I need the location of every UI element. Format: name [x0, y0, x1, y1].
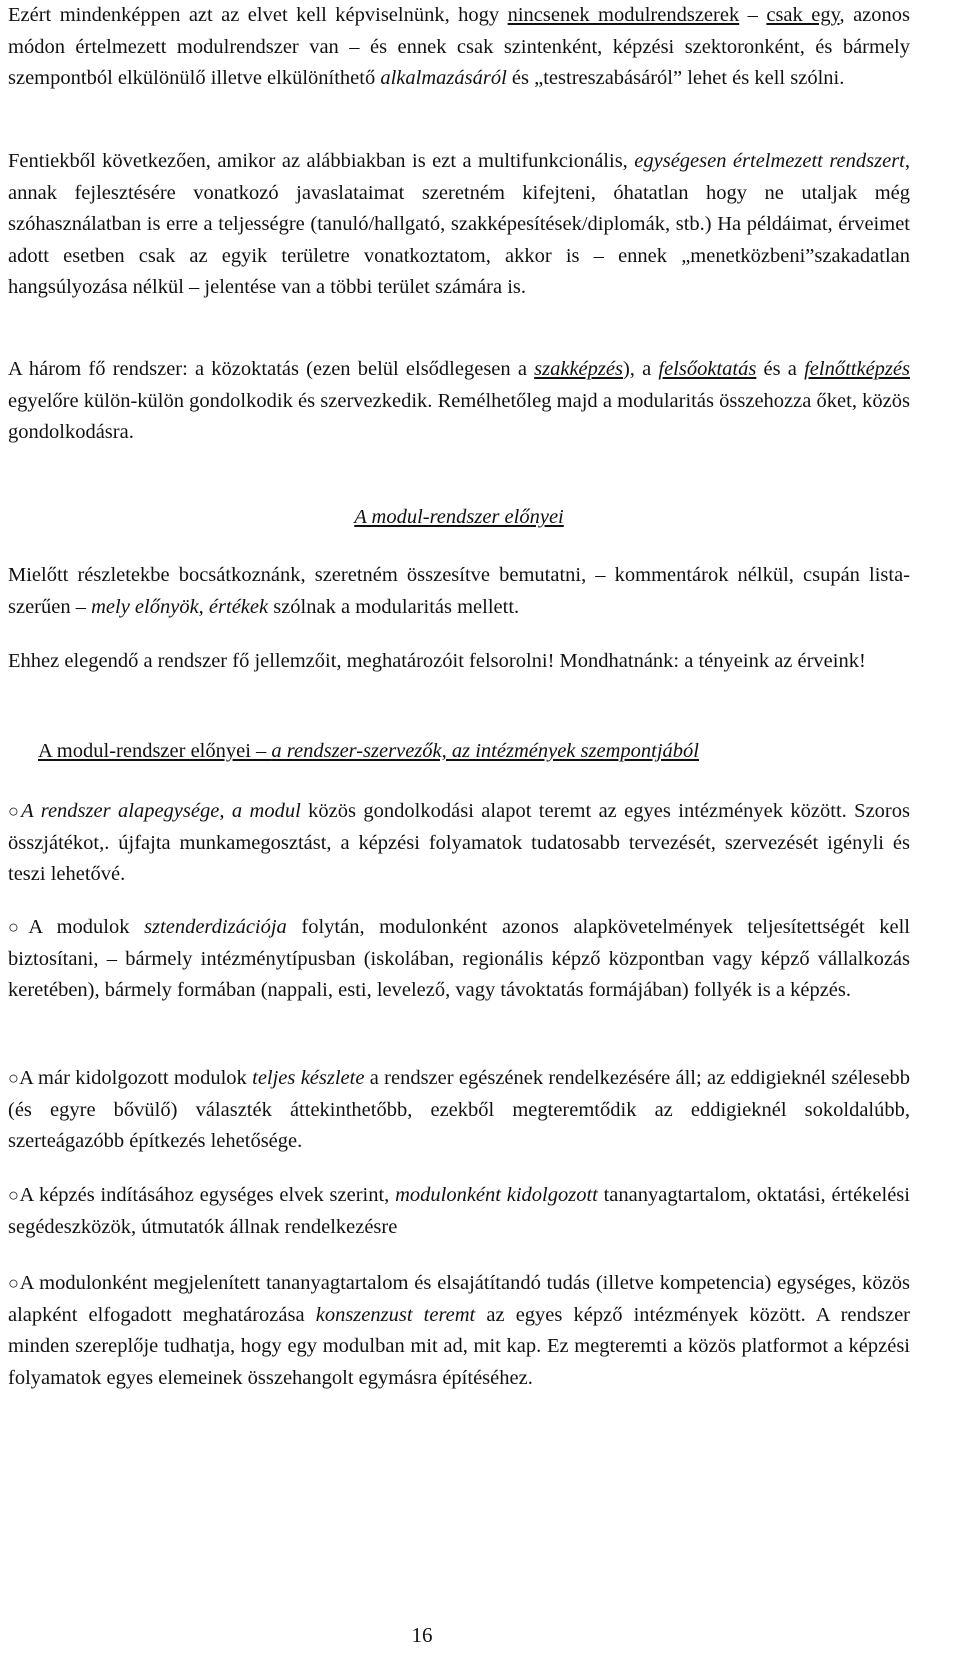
section-heading [8, 502, 910, 534]
text-span: A modulok [28, 916, 145, 938]
text-span: ), a [622, 358, 659, 380]
underlined-text: nincsenek modulrendszerek [507, 4, 740, 26]
italic-text: A rendszer alapegysége, a modul [21, 800, 301, 822]
subsection-heading-italic: a rendszer-szervezők, az intézmények szempontjából [271, 740, 699, 762]
text-span: , azonos módon értelmezett modulrendszer van – és ennek csak szintenként, képzési szektoronként, és bármely szempontból elkülönülő illetve elkülöníthető [8, 4, 910, 89]
text-span: és „testreszabásáról” lehet és kell szólni. [506, 67, 845, 89]
paragraph-mielott [8, 560, 910, 623]
paragraph-fentiekbol [8, 146, 910, 304]
italic-text: alkalmazásáról [380, 67, 507, 89]
bullet-item [8, 1180, 910, 1243]
circle-bullet-icon: ○ [8, 1185, 20, 1205]
italic-underlined-text: felsőoktatás [658, 358, 757, 380]
circle-bullet-icon: ○ [8, 1068, 20, 1088]
text-span: tananyagtartalom, oktatási, értékelési segédeszközök, útmutatók állnak rendelkezésre [8, 1184, 910, 1238]
italic-text: teljes készlete [252, 1067, 365, 1089]
text-span: , annak fejlesztésére vonatkozó javaslataimat szeretném kifejteni, óhatatlan hogy ne utaljak még szóhasználatban is erre a teljességre (tanuló/hallgató, szakképesítések/diplomák, stb.) Ha példáimat, érveimet adott esetben csak az egyik területre vonatkoztatom, akkor is – ennek „menetközbeni”szakadatlan hangsúlyozása nélkül – jelentése van a többi terület számára is. [8, 150, 910, 298]
text-span: közös gondolkodási alapot teremt az egyes intézmények között. Szoros összjátékot,. újfajta munkamegosztást, a képzési folyamatok tudatosabb tervezését, szervezését igényli és teszi lehetővé. [8, 800, 910, 885]
circle-bullet-icon: ○ [8, 917, 29, 937]
text-span: a rendszer egészének rendelkezésére áll; az eddigieknél szélesebb (és egyre bővülő) választék áttekinthetőbb, ezekből megteremtődik az eddigieknél sokoldalúbb, szerteágazóbb építkezés lehetősége. [8, 1067, 910, 1152]
underlined-text: csak egy [766, 4, 840, 26]
circle-bullet-icon: ○ [8, 1273, 20, 1293]
text-span: – [739, 4, 767, 26]
page-number: 16 [411, 1623, 433, 1647]
text-span: A modulonként megjelenített tananyagtartalom és elsajátítandó tudás (illetve kompetencia) egységes, közös alapként elfogadott meghatározása [8, 1272, 910, 1326]
subsection-heading-text: A modul-rendszer előnyei – [38, 740, 272, 762]
bullet-item [8, 1063, 910, 1158]
paragraph-harom-rendszer [8, 354, 910, 449]
italic-text: egységesen értelmezett rendszert [634, 150, 905, 172]
italic-text: mely előnyök, értékek [91, 595, 269, 618]
text-span: folytán, modulonként azonos alapkövetelmények teljesítettségét kell biztosítani, – bármely intézménytípusban (iskolában, regionális képző központban vagy képző vállalkozás keretében), bármely formában (nappali, esti, levelező, vagy távoktatás formájában) follyék is a képzés. [8, 916, 910, 1001]
text-span: és a [756, 358, 805, 380]
text-span: Ezért mindenképpen azt az elvet kell képviselnünk, hogy [8, 4, 508, 26]
bullet-item [8, 796, 910, 891]
bullet-item [8, 1268, 910, 1394]
text-span: Fentiekből következően, amikor az alábbiakban is ezt a multifunkcionális, [8, 150, 635, 172]
section-heading-text: A modul-rendszer előnyei [354, 506, 564, 528]
circle-bullet-icon: ○ [8, 801, 22, 821]
text-span: szólnak a modularitás mellett. [268, 595, 520, 618]
text-span: A képzés indításához egységes elvek szerint, [19, 1184, 396, 1206]
italic-underlined-text: szakképzés [534, 358, 623, 380]
subsection-heading [38, 736, 898, 768]
italic-text: sztenderdizációja [144, 916, 287, 938]
italic-underlined-text: felnőttképzés [804, 358, 910, 380]
italic-text: modulonként kidolgozott [395, 1184, 598, 1206]
italic-text: konszenzust teremt [315, 1303, 476, 1326]
paragraph-ehhez: Ehhez elegendő a rendszer fő jellemzőit, meghatározóit felsorolni! Mondhatnánk: a tényeink az érveink! [8, 650, 866, 672]
paragraph-modulrendszer-elv [8, 0, 910, 95]
text-span: A már kidolgozott modulok [19, 1067, 253, 1089]
text-span: egyelőre külön-külön gondolkodik és szervezkedik. Remélhetőleg majd a modularitás összehozza őket, közös gondolkodásra. [8, 389, 910, 443]
bullet-item [8, 912, 910, 1007]
text-span: az egyes képző intézmények között. A rendszer minden szereplője tudhatja, hogy egy modulban mit ad, mit kap. Ez megteremti a közös platformot a képzési folyamatok egyes elemeinek összehangolt egymásra építéséhez. [8, 1303, 911, 1389]
text-span: A három fő rendszer: a közoktatás (ezen belül elsődlegesen a [8, 358, 535, 380]
text-span: Mielőtt részletekbe bocsátkoznánk, szeretném összesítve bemutatni, – kommentárok nélkül, csupán lista-szerűen – [8, 564, 910, 618]
